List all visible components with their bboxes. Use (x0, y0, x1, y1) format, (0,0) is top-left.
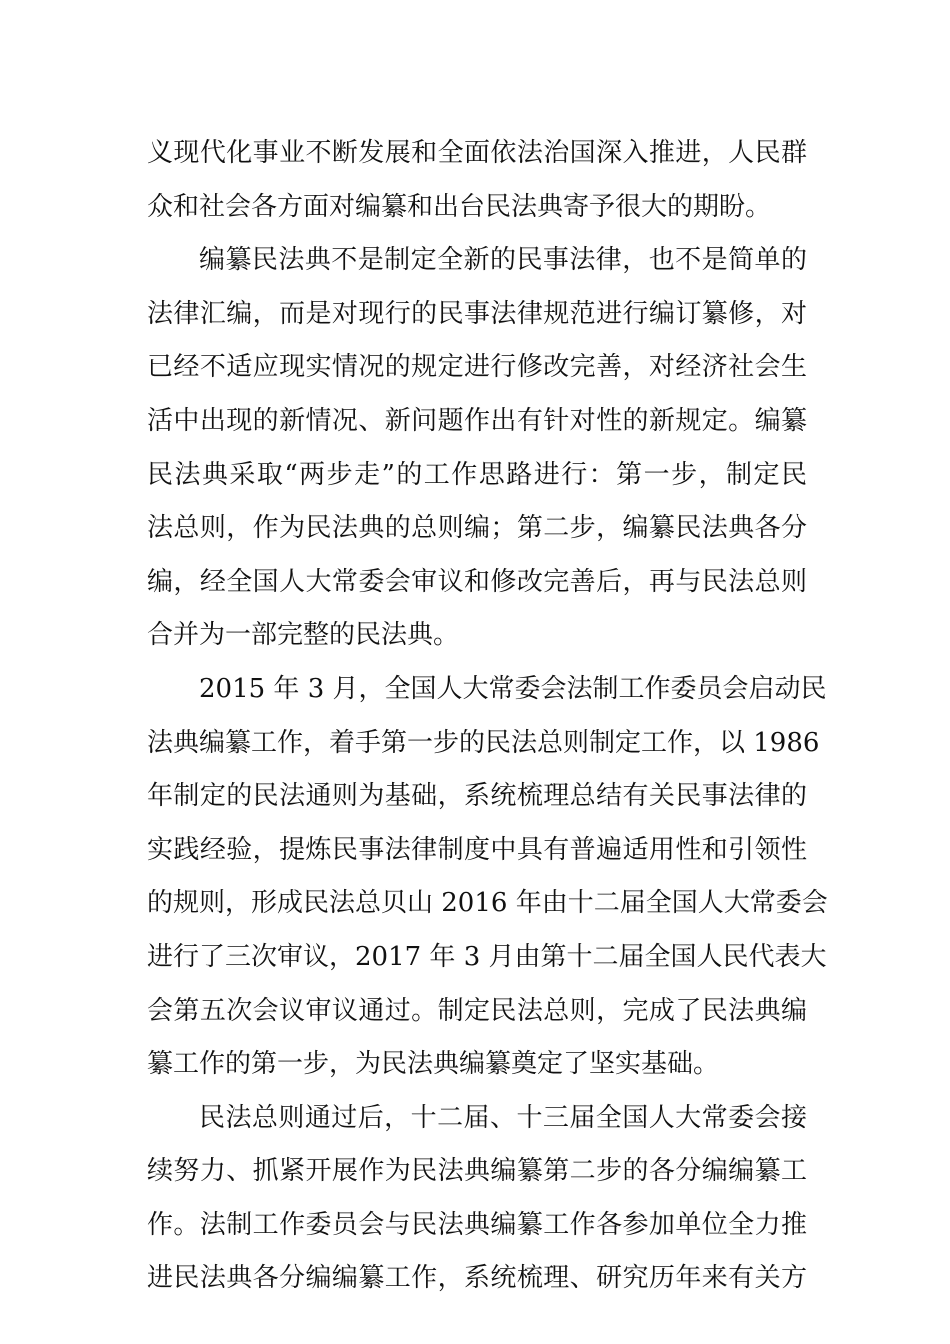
paragraph (147, 234, 807, 663)
text-line: 实践经验，提炼民事法律制度中具有普遍适用性和引领性 (147, 834, 807, 865)
text-line: 法典编纂工作，着手第一步的民法总则制定工作，以 1986 (147, 727, 820, 758)
text-line: 纂工作的第一步，为民法典编纂奠定了坚实基础。 (147, 1049, 720, 1080)
document-body (147, 127, 828, 1306)
text-line: 年制定的民法通则为基础，系统梳理总结有关民事法律的 (147, 781, 807, 812)
text-line: 编，经全国人大常委会审议和修改完善后，再与民法总则 (147, 566, 807, 597)
text-line: 合并为一部完整的民法典。 (147, 620, 460, 651)
text-line: 作。法制工作委员会与民法典编纂工作各参加单位全力推 (147, 1209, 807, 1240)
text-line: 会第五次会议审议通过。制定民法总则，完成了民法典编 (147, 995, 807, 1026)
text-line: 法律汇编，而是对现行的民事法律规范进行编订纂修，对 (147, 298, 807, 329)
text-line: 进民法典各分编编纂工作，系统梳理、研究历年来有关方 (147, 1263, 807, 1294)
text-line: 续努力、抓紧开展作为民法典编纂第二步的各分编编纂工 (147, 1156, 807, 1187)
text-line: 民法典采取“两步走”的工作思路进行：第一步，制定民 (147, 459, 807, 490)
text-line: 的规则，形成民法总贝山 2016 年由十二届全国人大常委会 (147, 888, 828, 919)
text-line: 进行了三次审议，2017 年 3 月由第十二届全国人民代表大 (147, 941, 827, 972)
text-line: 众和社会各方面对编纂和出台民法典寄予很大的期盼。 (147, 191, 772, 222)
text-line: 已经不适应现实情况的规定进行修改完善，对经济社会生 (147, 352, 807, 383)
paragraph (147, 663, 828, 1092)
paragraph (147, 127, 807, 234)
text-line: 活中出现的新情况、新问题作出有针对性的新规定。编纂 (147, 405, 807, 436)
text-line: 2015 年 3 月，全国人大常委会法制工作委员会启动民 (199, 673, 827, 704)
text-line: 义现代化事业不断发展和全面依法治国深入推进，人民群 (147, 138, 807, 168)
text-line: 法总则，作为民法典的总则编；第二步，编纂民法典各分 (147, 513, 807, 544)
text-line: 编纂民法典不是制定全新的民事法律，也不是简单的 (199, 245, 807, 276)
text-line: 民法总则通过后，十二届、十三届全国人大常委会接 (199, 1102, 807, 1133)
paragraph (147, 1092, 807, 1306)
